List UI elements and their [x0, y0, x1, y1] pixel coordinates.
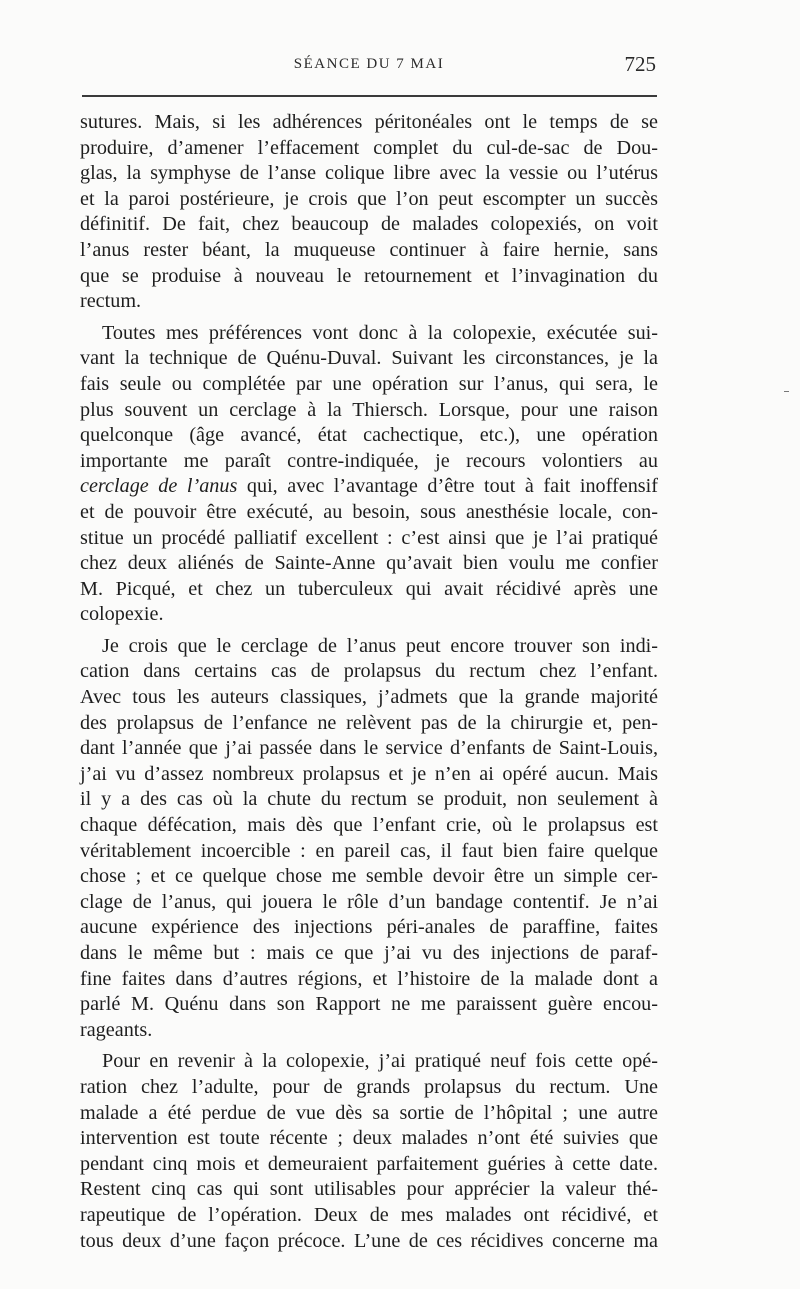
- text-line: ration chez l’adulte, pour de grands prolapsus du rectum. Une: [80, 1075, 658, 1098]
- text-line: quelconque (âge avancé, état cachectique, etc.), une opération: [80, 424, 658, 447]
- paragraph-4: [80, 1049, 658, 1254]
- text-line: véritablement incoercible : en pareil cas, il faut bien faire quelque: [80, 839, 658, 862]
- text-line: intervention est toute récente ; deux malades n’ont été suivies que: [80, 1127, 658, 1150]
- text-line: il y a des cas où la chute du rectum se produit, non seulement à: [80, 788, 658, 811]
- text-line: fine faites dans d’autres régions, et l’histoire de la malade dont a: [80, 967, 658, 990]
- text-line: cation dans certains cas de prolapsus du rectum chez l’enfant.: [80, 660, 658, 683]
- text-line: Je crois que le cerclage de l’anus peut encore trouver son indi-: [102, 634, 658, 657]
- italic-phrase: cerclage de l’anus: [80, 475, 238, 498]
- paragraph-1: [80, 110, 658, 315]
- text-line: l’anus rester béant, la muqueuse continuer à faire hernie, sans: [80, 238, 658, 261]
- text-line: malade a été perdue de vue dès sa sortie de l’hôpital ; une autre: [80, 1101, 658, 1124]
- text-line: chez deux aliénés de Sainte-Anne qu’avait bien voulu me confier: [80, 552, 658, 575]
- paragraph-2: [80, 321, 658, 628]
- paragraph-3: [80, 634, 658, 1044]
- text-line: dans le même but : mais ce que j’ai vu des injections de paraf-: [80, 942, 658, 964]
- text-line: des prolapsus de l’enfance ne relèvent pas de la chirurgie et, pen-: [80, 711, 658, 734]
- running-title: SÉANCE DU 7 MAI: [293, 56, 445, 72]
- text-line: plus souvent un cerclage à la Thiersch. Lorsque, pour une raison: [80, 398, 658, 421]
- text-line: rageants.: [80, 1018, 153, 1041]
- text-line: sutures. Mais, si les adhérences péritonéales ont le temps de se: [80, 111, 658, 133]
- text-line: et la paroi postérieure, je crois que l’on peut escompter un succès: [80, 187, 658, 210]
- text-line: colopexie.: [80, 603, 164, 626]
- text-line: chose ; et ce quelque chose me semble devoir être un simple cer-: [80, 865, 658, 888]
- header-rule: [82, 95, 657, 97]
- text-line: j’ai vu d’assez nombreux prolapsus et je n’en ai opéré aucun. Mais: [80, 762, 658, 785]
- text-line: fais seule ou complétée par une opération sur l’anus, qui sera, le: [80, 372, 658, 395]
- text-line: dant l’année que j’ai passée dans le service d’enfants de Saint-Louis,: [80, 737, 658, 760]
- text-line: Restent cinq cas qui sont utilisables pour apprécier la valeur thé-: [80, 1178, 658, 1201]
- text-line: vant la technique de Quénu-Duval. Suivant les circonstances, je la: [80, 347, 658, 370]
- text-line: Avec tous les auteurs classiques, j’admets que la grande majorité: [80, 686, 658, 709]
- text-line: Pour en revenir à la colopexie, j’ai pratiqué neuf fois cette opé-: [102, 1050, 658, 1073]
- text-line: chaque défécation, mais dès que l’enfant crie, où le prolapsus est: [80, 814, 658, 837]
- text-line: rectum.: [80, 290, 142, 313]
- body-text: [80, 110, 658, 1254]
- margin-mark: [784, 391, 789, 392]
- text-fragment: qui, avec l’avantage d’être tout à fait inoffensif: [237, 475, 658, 498]
- text-line: M. Picqué, et chez un tuberculeux qui avait récidivé après une: [80, 577, 658, 600]
- text-line: aucune expérience des injections péri-anales de paraffine, faites: [80, 916, 658, 939]
- text-line: définitif. De fait, chez beaucoup de malades colopexiés, on voit: [80, 213, 658, 236]
- text-line: parlé M. Quénu dans son Rapport ne me paraissent guère encou-: [80, 993, 658, 1016]
- text-line: pendant cinq mois et demeuraient parfaitement guéries à cette date.: [80, 1152, 658, 1175]
- page-number: 725: [624, 52, 656, 76]
- text-line: rapeutique de l’opération. Deux de mes malades ont récidivé, et: [80, 1203, 658, 1226]
- text-line: importante me paraît contre-indiquée, je recours volontiers au: [80, 449, 658, 472]
- text-line: Toutes mes préférences vont donc à la colopexie, exécutée sui-: [102, 321, 658, 344]
- text-line: tous deux d’une façon précoce. L’une de ces récidives concerne ma: [80, 1229, 658, 1252]
- text-line: produire, d’amener l’effacement complet du cul-de-sac de Dou-: [80, 136, 658, 159]
- text-line: que se produise à nouveau le retournement et l’invagination du: [80, 264, 658, 287]
- running-head: [82, 52, 656, 80]
- text-line: clage de l’anus, qui jouera le rôle d’un bandage contentif. Je n’ai: [80, 890, 658, 913]
- text-line: glas, la symphyse de l’anse colique libre avec la vessie ou l’utérus: [80, 162, 658, 185]
- text-line-with-italic: [80, 474, 658, 500]
- text-line: et de pouvoir être exécuté, au besoin, sous anesthésie locale, con-: [80, 500, 658, 523]
- text-line: stitue un procédé palliatif excellent : c’est ainsi que je l’ai pratiqué: [80, 526, 658, 549]
